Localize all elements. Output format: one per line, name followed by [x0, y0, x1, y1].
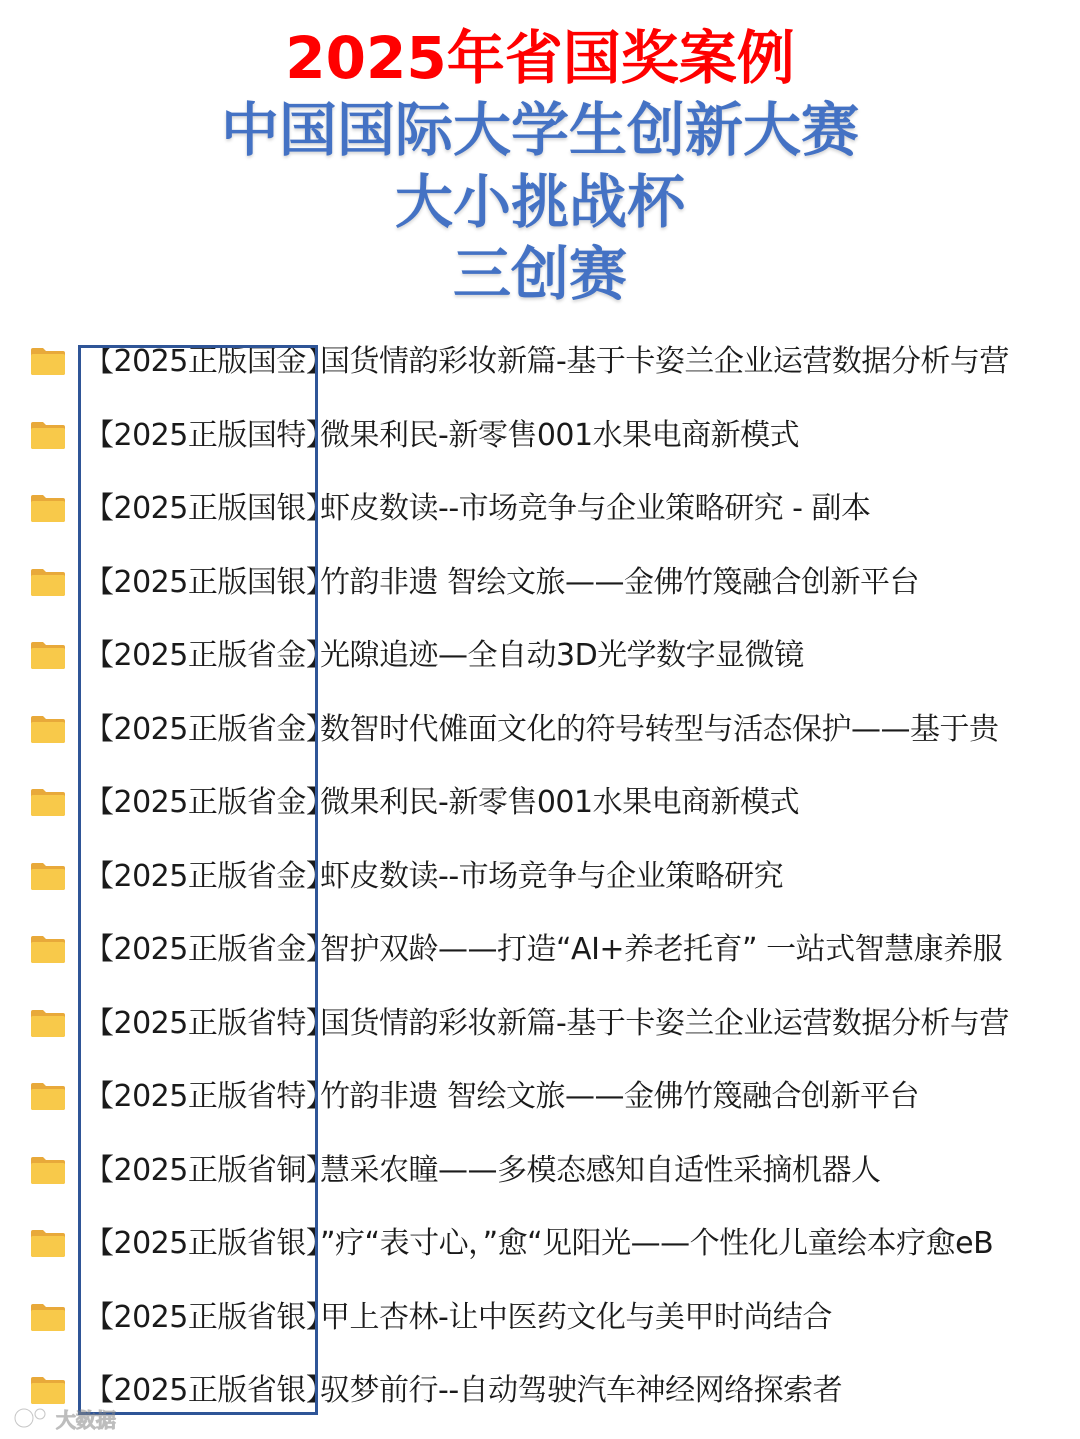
file-name-prefix: 【2025正版省特】 [84, 1006, 336, 1041]
folder-icon[interactable] [30, 1302, 66, 1332]
file-name-title: 智护双龄——打造“AI+养老托育” 一站式智慧康养服 [320, 932, 1003, 967]
file-name-title: 驭梦前行--自动驾驶汽车神经网络探索者 [320, 1373, 843, 1408]
folder-icon[interactable] [30, 493, 66, 523]
file-name-prefix: 【2025正版国特】 [84, 418, 336, 453]
folder-icon[interactable] [30, 1228, 66, 1258]
file-name-title: 微果利民-新零售001水果电商新模式 [320, 418, 800, 453]
file-name-title: 竹韵非遗 智绘文旅——金佛竹篾融合创新平台 [320, 565, 920, 600]
folder-icon[interactable] [30, 714, 66, 744]
file-name-title: 微果利民-新零售001水果电商新模式 [320, 785, 800, 820]
file-name-prefix: 【2025正版省银】 [84, 1226, 336, 1261]
folder-icon[interactable] [30, 1008, 66, 1038]
title-year-line: 2025年省国奖案例 [285, 24, 795, 92]
file-name-prefix: 【2025正版省银】 [84, 1373, 336, 1408]
watermark-text: 大数据 [56, 1407, 116, 1432]
watermark [12, 1402, 116, 1434]
file-name-title: 竹韵非遗 智绘文旅——金佛竹篾融合创新平台 [320, 1079, 920, 1114]
folder-icon[interactable] [30, 1081, 66, 1111]
folder-icon[interactable] [30, 861, 66, 891]
file-name-title: 国货情韵彩妆新篇-基于卡姿兰企业运营数据分析与营 [320, 344, 1009, 379]
file-name-title: 虾皮数读--市场竞争与企业策略研究 [320, 859, 784, 894]
folder-icon[interactable] [30, 346, 66, 376]
file-name-prefix: 【2025正版省特】 [84, 1079, 336, 1114]
file-name-title: 甲上杏林-让中医药文化与美甲时尚结合 [320, 1300, 832, 1335]
file-name-prefix: 【2025正版省金】 [84, 785, 336, 820]
folder-icon[interactable] [30, 420, 66, 450]
file-name-title: ”疗“表寸心，”愈“见阳光——个性化儿童绘本疗愈eB [320, 1226, 994, 1261]
file-name-prefix: 【2025正版国银】 [84, 491, 336, 526]
folder-icon[interactable] [30, 934, 66, 964]
file-name-title: 慧采农瞳——多模态感知自适性采摘机器人 [320, 1153, 881, 1188]
file-name-title: 国货情韵彩妆新篇-基于卡姿兰企业运营数据分析与营 [320, 1006, 1009, 1041]
file-name-title: 虾皮数读--市场竞争与企业策略研究 - 副本 [320, 491, 871, 526]
title-block [0, 22, 1080, 310]
watermark-logo-icon [12, 1405, 52, 1431]
file-name-prefix: 【2025正版省铜】 [84, 1153, 336, 1188]
file-name-prefix: 【2025正版国金】 [84, 344, 336, 379]
title-sanchuang-line: 三创赛 [452, 240, 627, 308]
file-name-prefix: 【2025正版省金】 [84, 638, 336, 673]
title-challenge-cup-line: 大小挑战杯 [394, 168, 685, 236]
file-name-prefix: 【2025正版省金】 [84, 712, 336, 747]
file-name-prefix: 【2025正版省银】 [84, 1300, 336, 1335]
prefix-highlight-box [78, 345, 336, 1415]
folder-icon[interactable] [30, 567, 66, 597]
folder-icon[interactable] [30, 1375, 66, 1405]
file-name-title: 数智时代傩面文化的符号转型与活态保护——基于贵 [320, 712, 999, 747]
title-competition-line: 中国国际大学生创新大赛 [220, 96, 859, 164]
folder-icon[interactable] [30, 640, 66, 670]
file-name-prefix: 【2025正版国银】 [84, 565, 336, 600]
folder-icon[interactable] [30, 787, 66, 817]
file-name-prefix: 【2025正版省金】 [84, 859, 336, 894]
file-name-prefix: 【2025正版省金】 [84, 932, 336, 967]
folder-icon[interactable] [30, 1155, 66, 1185]
file-name-title: 光隙追迹—全自动3D光学数字显微镜 [320, 638, 804, 673]
